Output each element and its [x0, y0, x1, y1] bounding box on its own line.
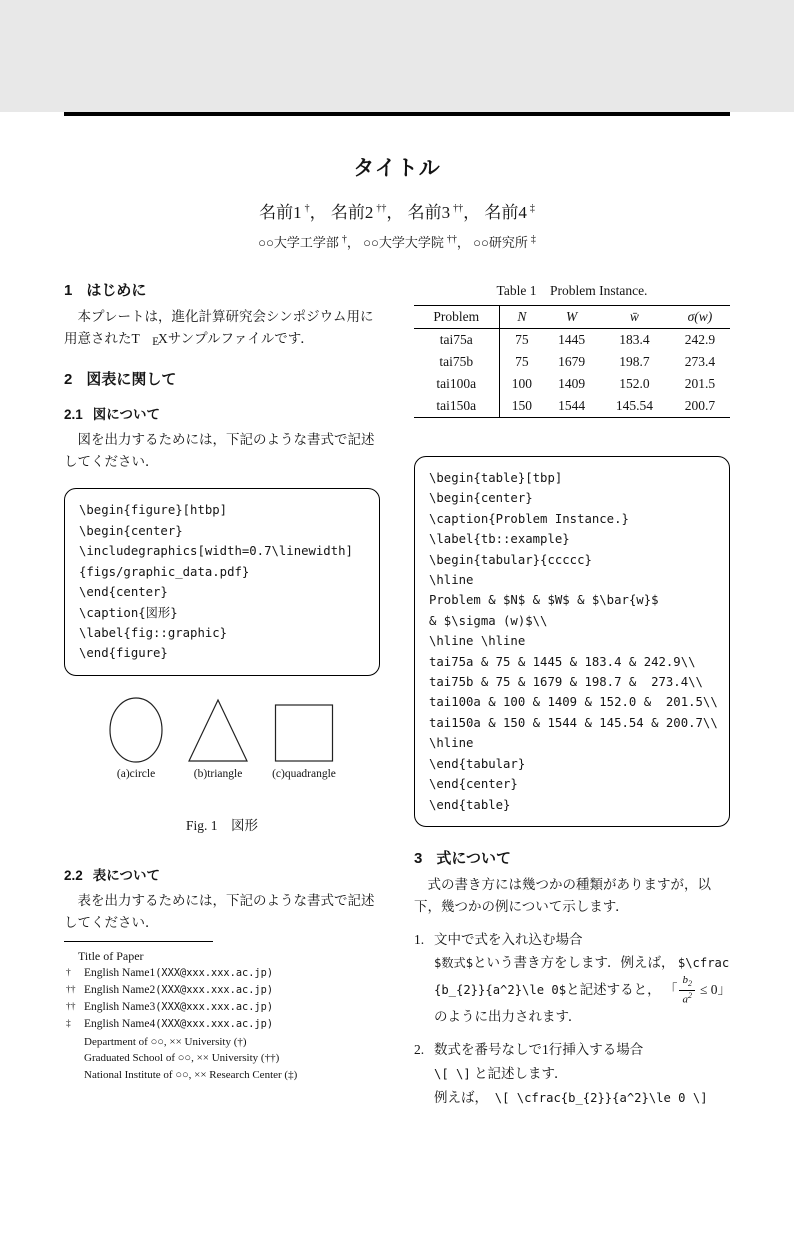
affiliation-separator: ， [346, 235, 360, 250]
code-line: \label{tb::example} [429, 532, 570, 547]
tex-logo-t: T [131, 330, 140, 346]
author-line [64, 198, 730, 223]
footnote-text [84, 999, 273, 1016]
list-item-display-math [414, 1039, 730, 1109]
shape-label-quadrangle: (c)quadrangle [272, 767, 336, 780]
section-2-heading [64, 368, 380, 389]
section-3-paragraph: 式の書き方には幾つかの種類がありますが，以下，幾つかの例について示します． [414, 876, 711, 914]
section-1-heading [64, 279, 380, 300]
code-line: \end{center} [79, 585, 168, 600]
code-line: \end{figure} [79, 646, 168, 661]
code-line: \caption{Problem Instance.} [429, 511, 629, 526]
footnote-author [64, 965, 380, 982]
table-cell: 198.7 [619, 354, 650, 369]
column-header: N [517, 309, 527, 324]
section-2-1-heading [64, 403, 380, 423]
fraction-output [679, 974, 695, 1006]
latex-snippet: $\cfrac{b_{2}}{a^2}\le 0$ [434, 956, 730, 998]
table-cell: 75 [515, 332, 529, 347]
code-line: tai75b & 75 & 1679 & 198.7 & 273.4\\ [429, 675, 703, 690]
right-column [414, 277, 730, 1105]
code-line: \begin{table}[tbp] [429, 471, 563, 485]
section-title: はじめに [86, 282, 147, 299]
table-code-box [414, 456, 730, 827]
tex-logo-x: X [158, 330, 168, 346]
doc-header [64, 152, 730, 251]
affiliation-separator: ， [456, 235, 470, 250]
section-3-heading [414, 847, 730, 868]
code-line: \begin{center} [429, 491, 533, 506]
table-cell: 152.0 [619, 376, 650, 391]
author-mark: †† [376, 203, 387, 215]
section-title: 図表に関して [86, 370, 177, 388]
list-item-body [434, 952, 730, 1028]
triangle-shape [186, 696, 250, 764]
code-line: \label{fig::graphic} [79, 625, 228, 640]
footnote-mark: †† [66, 984, 76, 995]
section-2-2-heading [64, 864, 380, 884]
footnote-email: (XXX@xxx.xxx.ac.jp) [155, 983, 274, 996]
footnote-affiliation: Department of ○○, ×× University (†) [84, 1035, 247, 1048]
affiliation-mark: ‡ [530, 233, 536, 245]
author-name: 名前2 [330, 203, 374, 222]
table-cell: 145.54 [615, 398, 653, 413]
code-line: tai75a & 75 & 1445 & 183.4 & 242.9\\ [429, 654, 696, 669]
footnote-email: (XXX@xxx.xxx.ac.jp) [155, 1018, 274, 1031]
table-cell: 1679 [558, 354, 586, 369]
affiliation-mark: †† [446, 233, 457, 245]
footnote-paper-title: Title of Paper [78, 948, 144, 963]
table-cell: tai75a [414, 329, 499, 352]
footnote-email: (XXX@xxx.xxx.ac.jp) [155, 966, 274, 979]
footnote-text [84, 982, 273, 999]
quote-close: 」のように出力されます． [434, 982, 725, 1025]
table-row [414, 329, 730, 352]
body-text: と記述します． [474, 1065, 568, 1081]
table-row [414, 395, 730, 418]
code-line: \begin{center} [79, 523, 183, 538]
body-text: 例えば， [434, 1089, 482, 1105]
code-line: \end{tabular} [429, 756, 526, 771]
footnote-name: English Name4 [84, 1018, 156, 1031]
figure-caption: Fig. 1 図形 [185, 817, 258, 833]
figure-item-triangle [186, 696, 250, 780]
code-line: \hline [429, 736, 474, 751]
table-cell: 75 [515, 354, 529, 369]
tex-logo [131, 330, 168, 349]
column-header: w̄ [629, 309, 639, 324]
table-cell: 200.7 [684, 398, 716, 413]
two-column-body [64, 277, 730, 1105]
table-cell: 1445 [558, 332, 586, 347]
footnote-author [64, 982, 380, 999]
section-title: 図について [92, 406, 161, 422]
fraction-numerator [679, 974, 695, 989]
code-line: \hline [429, 573, 474, 588]
table-cell: tai150a [414, 395, 499, 418]
footnote-email: (XXX@xxx.xxx.ac.jp) [155, 1001, 274, 1013]
paragraph-text: サンプルファイルです． [167, 330, 314, 346]
author-mark: ‡ [529, 203, 535, 215]
footnote-mark: †† [66, 1002, 76, 1012]
relation-symbol: ≤ 0 [699, 982, 718, 998]
author-separator: ， [386, 203, 404, 222]
list-item-inline-math [414, 929, 730, 1028]
list-item-title: 文中で式を入れ込む場合 [434, 931, 583, 947]
column-header: W [565, 309, 578, 324]
table-cell: 273.4 [684, 354, 716, 369]
table-cell: 1544 [558, 398, 586, 413]
table-cell: 150 [511, 398, 532, 413]
code-line: tai100a & 100 & 1409 & 152.0 & 201.5\\ [429, 695, 718, 710]
code-line: \begin{figure}[htbp] [79, 503, 228, 518]
table-cell: 201.5 [684, 376, 716, 391]
shape-label-circle: (a)circle [116, 767, 156, 780]
section-1-paragraph [64, 306, 380, 350]
table-cell: 183.4 [619, 332, 650, 347]
paper-page [0, 112, 794, 1235]
footnote-author [64, 1016, 380, 1033]
latex-snippet: $数式$ [434, 956, 474, 971]
author-name: 名前1 [259, 203, 302, 222]
fraction-denominator [679, 990, 695, 1007]
body-text: という書き方をします．例えば， [473, 955, 675, 971]
table-cell: tai75b [414, 351, 499, 373]
quadrangle-shape [273, 696, 335, 764]
figure-shapes [64, 696, 380, 780]
fraction-den-base: a [682, 993, 688, 1006]
code-line: & $\sigma (w)$\\ [429, 613, 548, 628]
table-cell: 242.9 [684, 332, 716, 347]
author-name: 名前3 [407, 203, 451, 222]
author-mark: †† [453, 203, 464, 215]
author-separator: ， [309, 203, 327, 222]
table-row [414, 373, 730, 395]
code-line: \end{center} [429, 777, 518, 792]
tex-logo-e: E [152, 336, 160, 349]
fraction-den-superscript: 2 [687, 990, 692, 1000]
section-number: 2.1 [64, 406, 83, 422]
table-cell: 100 [511, 376, 532, 391]
list-number: 2. [414, 1042, 425, 1058]
paragraph-text: 本プレートは，進化計算研究会シンポジウム用に用意された [64, 309, 374, 346]
author-mark: † [304, 203, 310, 215]
section-2-2-paragraph: 表を出力するためには，下記のような書式で記述してください． [64, 892, 375, 930]
code-line: \includegraphics[width=0.7\linewidth] [79, 544, 353, 559]
footnote-name: English Name3 [84, 1001, 156, 1013]
column-header: Problem [414, 306, 499, 329]
affiliation-name: ○○大学工学部 [258, 235, 339, 250]
circle-shape [108, 696, 164, 764]
footnote-name: English Name2 [84, 983, 156, 996]
body-text: と記述すると， [566, 982, 661, 998]
table-cell: 1409 [558, 376, 586, 391]
section-title: 表について [92, 867, 161, 883]
affiliation-line [64, 232, 730, 251]
latex-snippet: \[ \] [434, 1066, 471, 1081]
fraction-num-subscript: 2 [687, 979, 692, 989]
footnote-affiliation: Graduated School of ○○, ×× University (††) [84, 1052, 280, 1064]
list-item-title: 数式を番号なしで1行挿入する場合 [434, 1042, 644, 1058]
code-line: Problem & $N$ & $W$ & $\bar{w}$ [429, 593, 659, 608]
problem-instance-table [414, 305, 730, 418]
footnote-author [64, 999, 380, 1016]
list-number: 1. [414, 931, 425, 947]
column-header: σ(w) [687, 309, 713, 324]
footnote-text [84, 1016, 273, 1033]
code-line: tai150a & 150 & 1544 & 145.54 & 200.7\\ [429, 715, 718, 730]
list-item-body [434, 1087, 730, 1109]
table-cell: tai100a [414, 373, 499, 395]
section-number: 2 [64, 370, 73, 388]
quote-open: 「 [663, 982, 678, 998]
table-row [414, 351, 730, 373]
code-line: \end{table} [429, 797, 511, 812]
code-line: \begin{tabular}{ccccc} [429, 552, 592, 567]
paper-title: タイトル [353, 157, 441, 180]
author-name: 名前4 [484, 203, 527, 222]
footnote-mark: † [66, 967, 71, 978]
list-item-content [434, 929, 730, 1028]
footnote-affiliation: National Institute of ○○, ×× Research Center (‡) [84, 1068, 298, 1081]
list-item-content [434, 1039, 730, 1109]
table-header-row [414, 306, 730, 329]
affiliation-name: ○○研究所 [473, 235, 528, 250]
latex-snippet: \[ \cfrac{b_{2}}{a^2}\le 0 \] [494, 1090, 708, 1105]
left-column [64, 277, 380, 1083]
section-2-1-paragraph: 図を出力するためには，下記のような書式で記述してください． [64, 431, 375, 469]
affiliation-mark: † [341, 233, 347, 245]
section-number: 2.2 [64, 867, 83, 883]
footnote-rule [64, 941, 213, 942]
header-rule [64, 112, 730, 116]
figure-item-quadrangle [272, 696, 336, 780]
author-separator: ， [463, 203, 481, 222]
footnote-name: English Name1 [84, 966, 156, 979]
shape-label-triangle: (b)triangle [193, 767, 243, 780]
footnote-text [84, 965, 273, 982]
footnote-block [64, 941, 380, 1084]
affiliation-name: ○○大学大学院 [363, 235, 444, 250]
figure-item-circle [108, 696, 164, 780]
table-caption: Table 1 Problem Instance. [496, 283, 648, 298]
code-line: \caption{図形} [79, 605, 178, 620]
list-item-body [434, 1063, 730, 1085]
section-title: 式について [436, 849, 512, 867]
figure-code-box [64, 488, 380, 675]
fraction-num-base: b [682, 974, 688, 987]
code-line: \hline \hline [429, 634, 526, 649]
section-number: 3 [414, 849, 423, 867]
section-number: 1 [64, 282, 73, 299]
code-line: {figs/graphic_data.pdf} [79, 564, 250, 579]
footnote-mark: ‡ [66, 1019, 71, 1030]
